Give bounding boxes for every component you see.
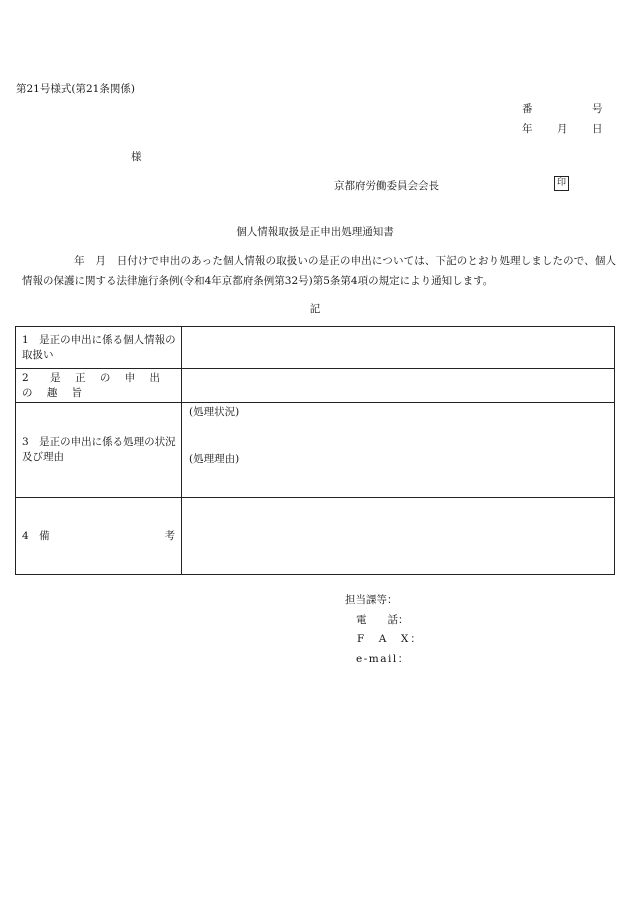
row2-value [182,369,615,403]
row3-value [182,403,615,498]
contact-block [345,591,423,669]
number-label-ban: 番 [522,103,533,115]
table-row [16,369,615,403]
row4-value [182,498,615,575]
processing-status-label: (処理状況) [189,406,240,418]
row2-label: 2 是 正 の 申 出 の 趣 旨 [16,369,182,403]
number-label-go: 号 [592,103,603,115]
table-row [16,403,615,498]
contact-tel: 電 話： [356,613,409,626]
seal-mark: 印 [554,176,569,191]
table-row [16,498,615,575]
contact-dept: 担当課等： [345,594,398,606]
date-month-label: 月 [557,123,568,135]
body-paragraph [22,251,616,291]
row1-label: 1 是正の申出に係る個人情報の取扱い [16,327,182,369]
form-number: 第21号様式(第21条関係) [16,83,135,95]
body-text: 年 月 日付けで申出のあった個人情報の取扱いの是正の申出については、下記のとおり処理しましたので、個人情報の保護に関する法律施行条例(令和4年京都府条例第32号)第5条第4項の規定により通知します。 [22,255,616,287]
contact-fax: F A X： [357,633,423,645]
processing-reason-label: (処理理由) [189,453,240,465]
contact-email: e-mail： [356,652,410,665]
table-row [16,327,615,369]
row1-value [182,327,615,369]
date-day-label: 日 [592,123,603,135]
document-title: 個人情報取扱是正申出処理通知書 [236,226,394,238]
row4-label-right: 考 [164,529,175,542]
row4-label-left: 4 備 [22,529,50,542]
ki-heading: 記 [309,303,321,315]
sender-name: 京都府労働委員会会長 [334,180,439,192]
date-year-label: 年 [522,123,533,135]
notice-table [15,326,615,575]
row4-label [16,498,182,575]
row3-label: 3 是正の申出に係る処理の状況及び理由 [16,403,182,498]
addressee-honorific: 様 [131,151,142,163]
